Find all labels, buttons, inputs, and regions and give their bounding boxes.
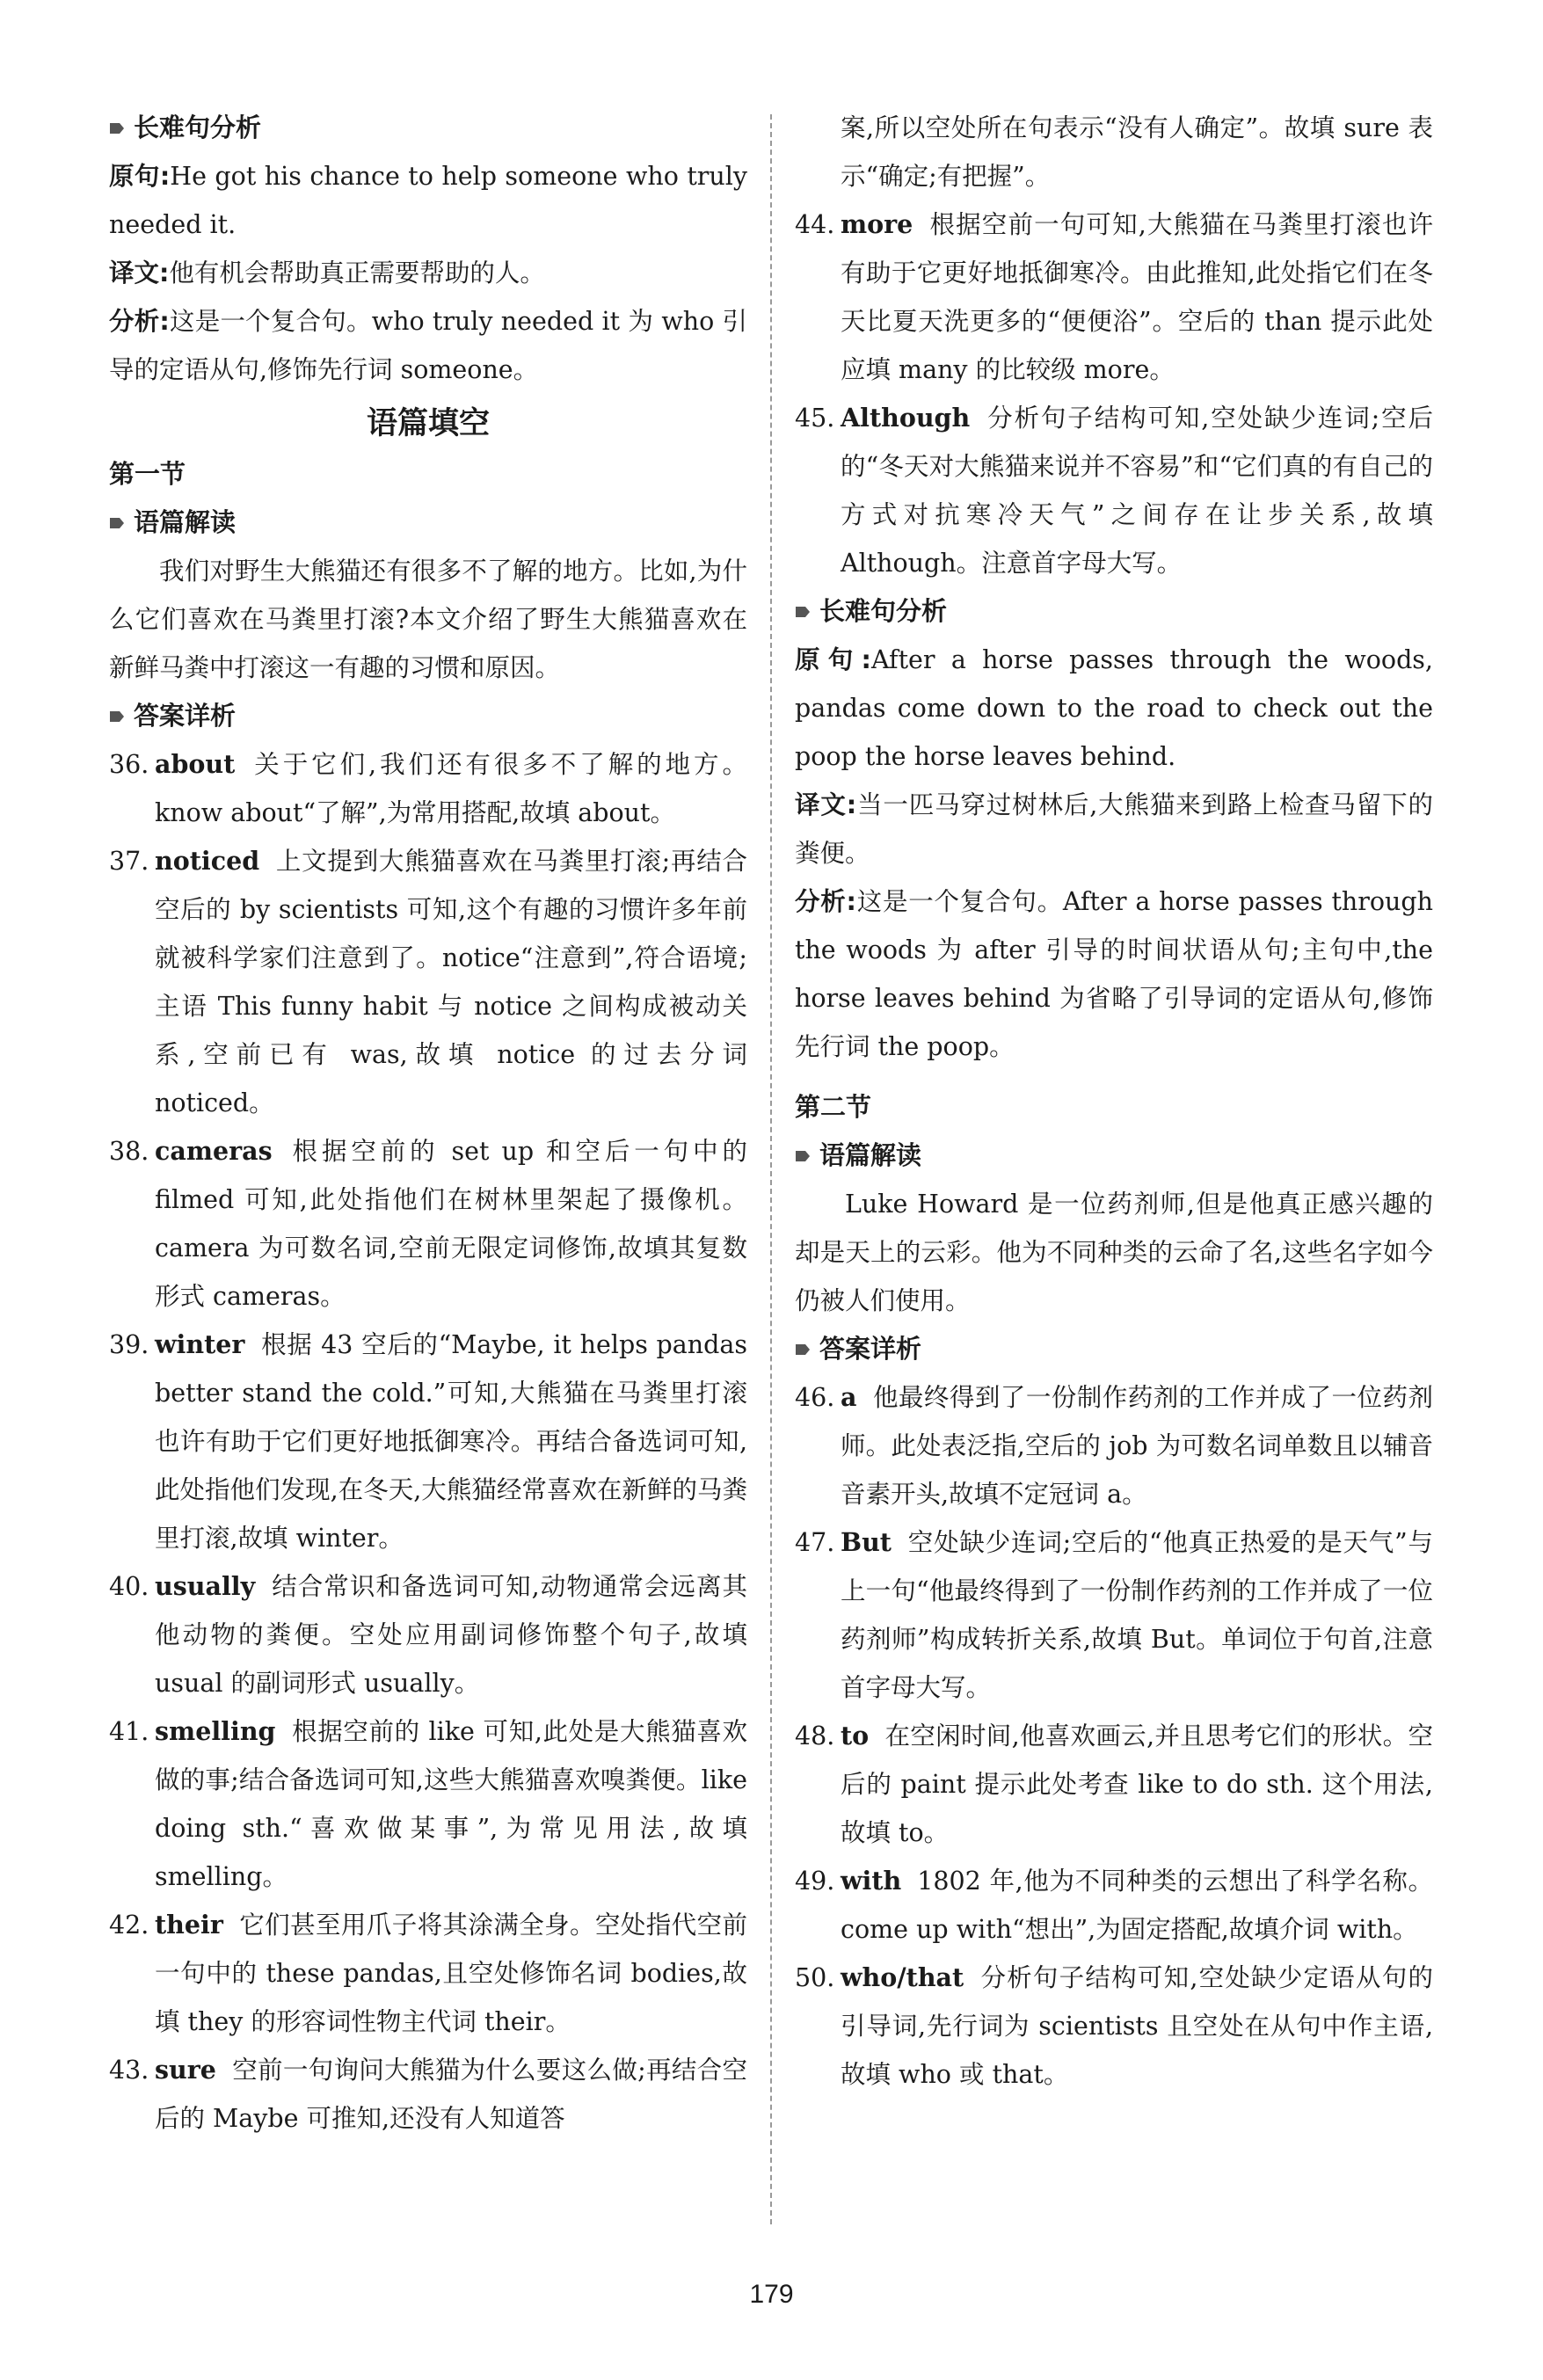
reading-summary: 我们对野生大熊猫还有很多不了解的地方。比如,为什么它们喜欢在马粪里打滚?本文介绍了野生大熊猫喜欢在新鲜马粪中打滚这一有趣的习惯和原因。 (109, 557, 747, 682)
answer-explanation: 空处缺少连词;空后的“他真正热爱的是天气”与上一句“他最终得到了一份制作药剂的工作并成了一位药剂师”构成转折关系,故填 But。单词位于句首,注意首字母大写。 (841, 1528, 1433, 1702)
answer-number: 48. (795, 1721, 835, 1750)
answer-number: 46. (795, 1383, 835, 1412)
answer-word: to (841, 1721, 870, 1750)
part-two-heading: 第二节 (795, 1092, 872, 1122)
answer-list (109, 740, 747, 2143)
analysis: 分析:这是一个复合句。After a horse passes through the woods 为 after 引导的时间状语从句;主句中,the horse leaves behind 为省略了引导词的定语从句,修饰先行词 the poop。 (795, 887, 1433, 1061)
answer-number: 36. (109, 750, 149, 779)
answer-item (795, 1373, 1433, 1518)
answer-explanation: 根据 43 空后的“Maybe, it helps pandas better stand the cold.”可知,大熊猫在马粪里打滚也许有助于它们更好地抵御寒冷。再结合备选词可知,此处指他们发现,在冬天,大熊猫经常喜欢在新鲜的马粪里打滚,故填 winter。 (155, 1330, 747, 1553)
answer-number: 41. (109, 1717, 149, 1746)
answer-explanation: 根据空前的 like 可知,此处是大熊猫喜欢做的事;结合备选词可知,这些大熊猫喜欢嗅粪便。like doing sth.“喜欢做某事”,为常见用法,故填 smelling。 (155, 1717, 747, 1891)
answer-item (109, 1562, 747, 1707)
answer-number: 39. (109, 1330, 149, 1359)
right-column (795, 104, 1433, 2099)
answer-explanation: 结合常识和备选词可知,动物通常会远离其他动物的粪便。空处应用副词修饰整个句子,故填 usual 的副词形式 usually。 (155, 1572, 747, 1698)
answer-item (109, 1707, 747, 1901)
translation: 译文:他有机会帮助真正需要帮助的人。 (109, 258, 545, 287)
analysis: 分析:这是一个复合句。who truly needed it 为 who 引导的定语从句,修饰先行词 someone。 (109, 307, 747, 384)
answer-word: usually (155, 1571, 256, 1601)
answer-explanation: 空前一句询问大熊猫为什么要这么做;再结合空后的 Maybe 可推知,还没有人知道答 (155, 2056, 747, 2133)
answer-number: 40. (109, 1572, 149, 1601)
answer-explanation: 根据空前的 set up 和空后一句中的 filmed 可知,此处指他们在树林里架起了摄像机。camera 为可数名词,空前无限定词修饰,故填其复数形式 cameras。 (155, 1137, 747, 1311)
answer-word: with (841, 1866, 902, 1896)
answer-number: 43. (109, 2056, 149, 2085)
answer-word: But (841, 1527, 892, 1557)
answer-item (795, 1712, 1433, 1857)
answer-word: Although (841, 403, 971, 433)
answer-word: a (841, 1382, 857, 1412)
answer-explanation: 根据空前一句可知,大熊猫在马粪里打滚也许有助于它更好地抵御寒冷。由此推知,此处指它们在冬天比夏天洗更多的“便便浴”。空后的 than 提示此处应填 many 的比较级 more。 (841, 210, 1433, 384)
answer-explanation: 关于它们,我们还有很多不了解的地方。know about“了解”,为常用搭配,故填 about。 (155, 750, 747, 827)
answer-word: winter (155, 1329, 245, 1359)
answer-list (795, 1373, 1433, 2099)
left-column (109, 104, 747, 2143)
arrow-icon (109, 709, 125, 724)
answer-explanation: 它们甚至用爪子将其涂满全身。空处指代空前一句中的 these pandas,且空处修饰名词 bodies,故填 they 的形容词性物主代词 their。 (155, 1911, 747, 2036)
answer-item (795, 1857, 1433, 1954)
answer-explanation: 在空闲时间,他喜欢画云,并且思考它们的形状。空后的 paint 提示此处考查 like to do sth. 这个用法,故填 to。 (841, 1721, 1433, 1847)
answer-item (109, 837, 747, 1127)
answer-list (795, 200, 1433, 587)
answer-explanation: 他最终得到了一份制作药剂的工作并成了一位药剂师。此处表泛指,空后的 job 为可数名词单数且以辅音音素开头,故填不定冠词 a。 (841, 1383, 1433, 1509)
section-heading: 答案详析 (795, 1325, 1433, 1373)
answer-item (109, 1321, 747, 1562)
original-sentence: 原句:He got his chance to help someone who truly needed it. (109, 162, 747, 239)
answer-word: noticed (155, 846, 260, 876)
original-sentence: 原句:After a horse passes through the woods, pandas come down to the road to check out the poop the horse leaves behind. (795, 645, 1433, 771)
answer-continuation: 案,所以空处所在句表示“没有人确定”。故填 sure 表示“确定;有把握”。 (841, 113, 1433, 191)
answer-explanation: 上文提到大熊猫喜欢在马粪里打滚;再结合空后的 by scientists 可知,这个有趣的习惯许多年前就被科学家们注意到了。notice“注意到”,符合语境;主语 This funny habit 与 notice 之间构成被动关系,空前已有 was,故填 notice 的过去分词 noticed。 (155, 847, 747, 1117)
answer-word: who/that (841, 1962, 964, 1992)
section-heading: 答案详析 (109, 692, 747, 740)
part-one-heading: 第一节 (109, 459, 186, 489)
answer-number: 45. (795, 404, 835, 433)
answer-number: 49. (795, 1867, 835, 1896)
answer-item (795, 1954, 1433, 2099)
answer-number: 44. (795, 210, 835, 239)
answer-word: cameras (155, 1136, 273, 1166)
arrow-icon (795, 1342, 811, 1357)
arrow-icon (795, 1148, 811, 1164)
section-heading: 长难句分析 (109, 104, 747, 152)
answer-number: 42. (109, 1911, 149, 1940)
answer-number: 38. (109, 1137, 149, 1166)
answer-item (795, 394, 1433, 587)
answer-explanation: 1802 年,他为不同种类的云想出了科学名称。come up with“想出”,为固定搭配,故填介词 with。 (841, 1867, 1433, 1944)
answer-word: more (841, 209, 913, 239)
answer-word: their (155, 1910, 223, 1940)
section-heading: 语篇解读 (795, 1132, 1433, 1180)
arrow-icon (795, 604, 811, 620)
answer-number: 50. (795, 1963, 835, 1992)
answer-item (109, 2046, 747, 2143)
section-heading: 语篇解读 (109, 499, 747, 547)
answer-number: 37. (109, 847, 149, 876)
section-heading: 长难句分析 (795, 587, 1433, 636)
column-divider (770, 114, 772, 2224)
answer-word: about (155, 749, 236, 779)
translation: 译文:当一匹马穿过树林后,大熊猫来到路上检查马留下的粪便。 (795, 790, 1433, 868)
arrow-icon (109, 515, 125, 531)
arrow-icon (109, 120, 125, 136)
answer-item (795, 1518, 1433, 1712)
answer-explanation: 分析句子结构可知,空处缺少连词;空后的“冬天对大熊猫来说并不容易”和“它们真的有自己的方式对抗寒冷天气”之间存在让步关系,故填 Although。注意首字母大写。 (841, 404, 1433, 578)
answer-word: sure (155, 2055, 216, 2085)
answer-explanation: 分析句子结构可知,空处缺少定语从句的引导词,先行词为 scientists 且空处在从句中作主语,故填 who 或 that。 (841, 1963, 1433, 2089)
answer-number: 47. (795, 1528, 835, 1557)
answer-word: smelling (155, 1716, 276, 1746)
page-title: 语篇填空 (366, 406, 490, 441)
answer-item (795, 200, 1433, 394)
reading-summary: Luke Howard 是一位药剂师,但是他真正感兴趣的却是天上的云彩。他为不同种类的云命了名,这些名字如今仍被人们使用。 (795, 1190, 1433, 1315)
answer-item (109, 740, 747, 837)
answer-item (109, 1127, 747, 1321)
answer-item (109, 1901, 747, 2046)
page-number: 179 (749, 2280, 794, 2309)
